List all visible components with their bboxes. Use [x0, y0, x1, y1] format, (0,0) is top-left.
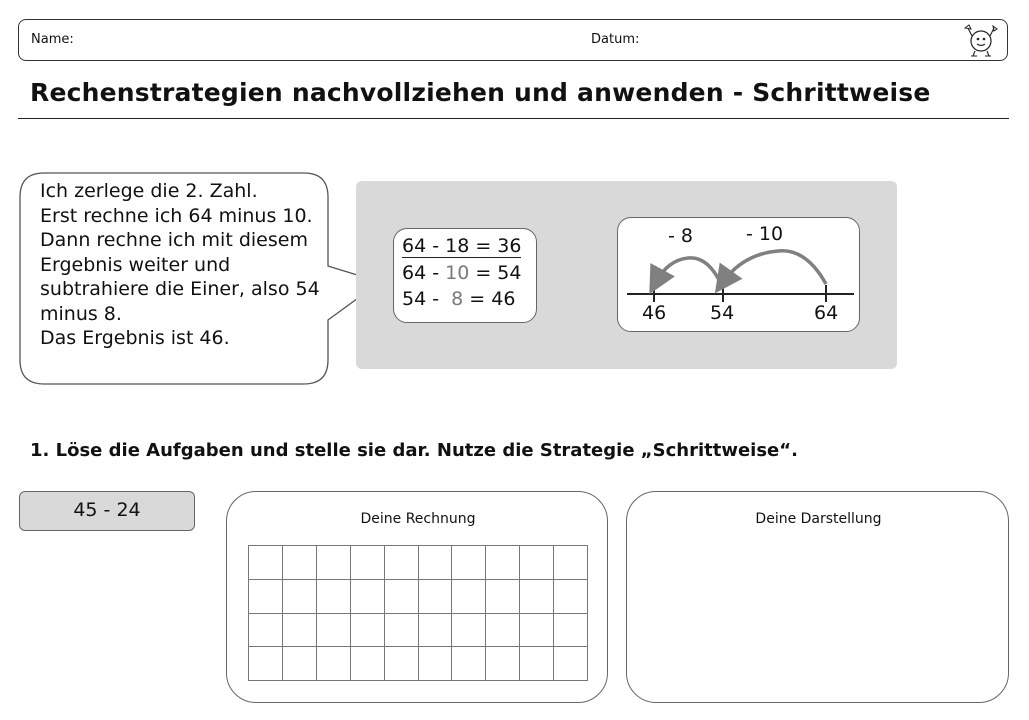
mascot-logo-icon [961, 22, 1001, 58]
calc-line-1: 64 - 18 = 36 [402, 235, 522, 257]
calculation-panel[interactable] [226, 491, 608, 703]
calc-line-3-end: = 46 [463, 288, 516, 310]
tick-label-64: 64 [814, 302, 839, 324]
jump-label-minus-8: - 8 [668, 225, 693, 247]
page-title: Rechenstrategien nachvollziehen und anwenden - Schrittweise [30, 78, 931, 107]
representation-panel[interactable] [626, 491, 1009, 703]
calc-line-2 [402, 262, 522, 284]
calc-line-3-ones: 8 [445, 288, 464, 310]
jump-arrow-minus-10 [723, 251, 826, 284]
calc-line-3 [402, 288, 515, 310]
calculation-grid[interactable] [248, 545, 588, 681]
jump-label-minus-10: - 10 [746, 223, 784, 245]
title-divider [18, 118, 1009, 119]
name-label: Name: [31, 32, 74, 47]
calc-line-2-start: 64 - [402, 262, 446, 284]
calculation-panel-title: Deine Rechnung [360, 511, 476, 527]
speech-bubble-text: Ich zerlege die 2. Zahl. Erst rechne ich 64 minus 10. Dann rechne ich mit diesem Ergebnis weiter und subtrahiere die Einer, also 54 minus 8. Das Ergebnis ist 46. [40, 180, 320, 349]
calc-line-2-tens: 10 [445, 262, 470, 284]
representation-panel-title: Deine Darstellung [755, 511, 882, 527]
tick-label-54: 54 [710, 302, 735, 324]
calc-line-3-start: 54 - [402, 288, 446, 310]
example-calculation [393, 228, 537, 323]
task-instruction: 1. Löse die Aufgaben und stelle sie dar. Nutze die Strategie „Schrittweise“. [30, 440, 798, 461]
date-label: Datum: [591, 32, 640, 47]
number-line-diagram [617, 217, 860, 332]
jump-arrow-minus-8 [656, 258, 721, 284]
tick-label-46: 46 [642, 302, 667, 324]
calc-line-2-end: = 54 [469, 262, 522, 284]
task-problem-badge: 45 - 24 [19, 491, 195, 531]
name-date-header [18, 19, 1008, 61]
